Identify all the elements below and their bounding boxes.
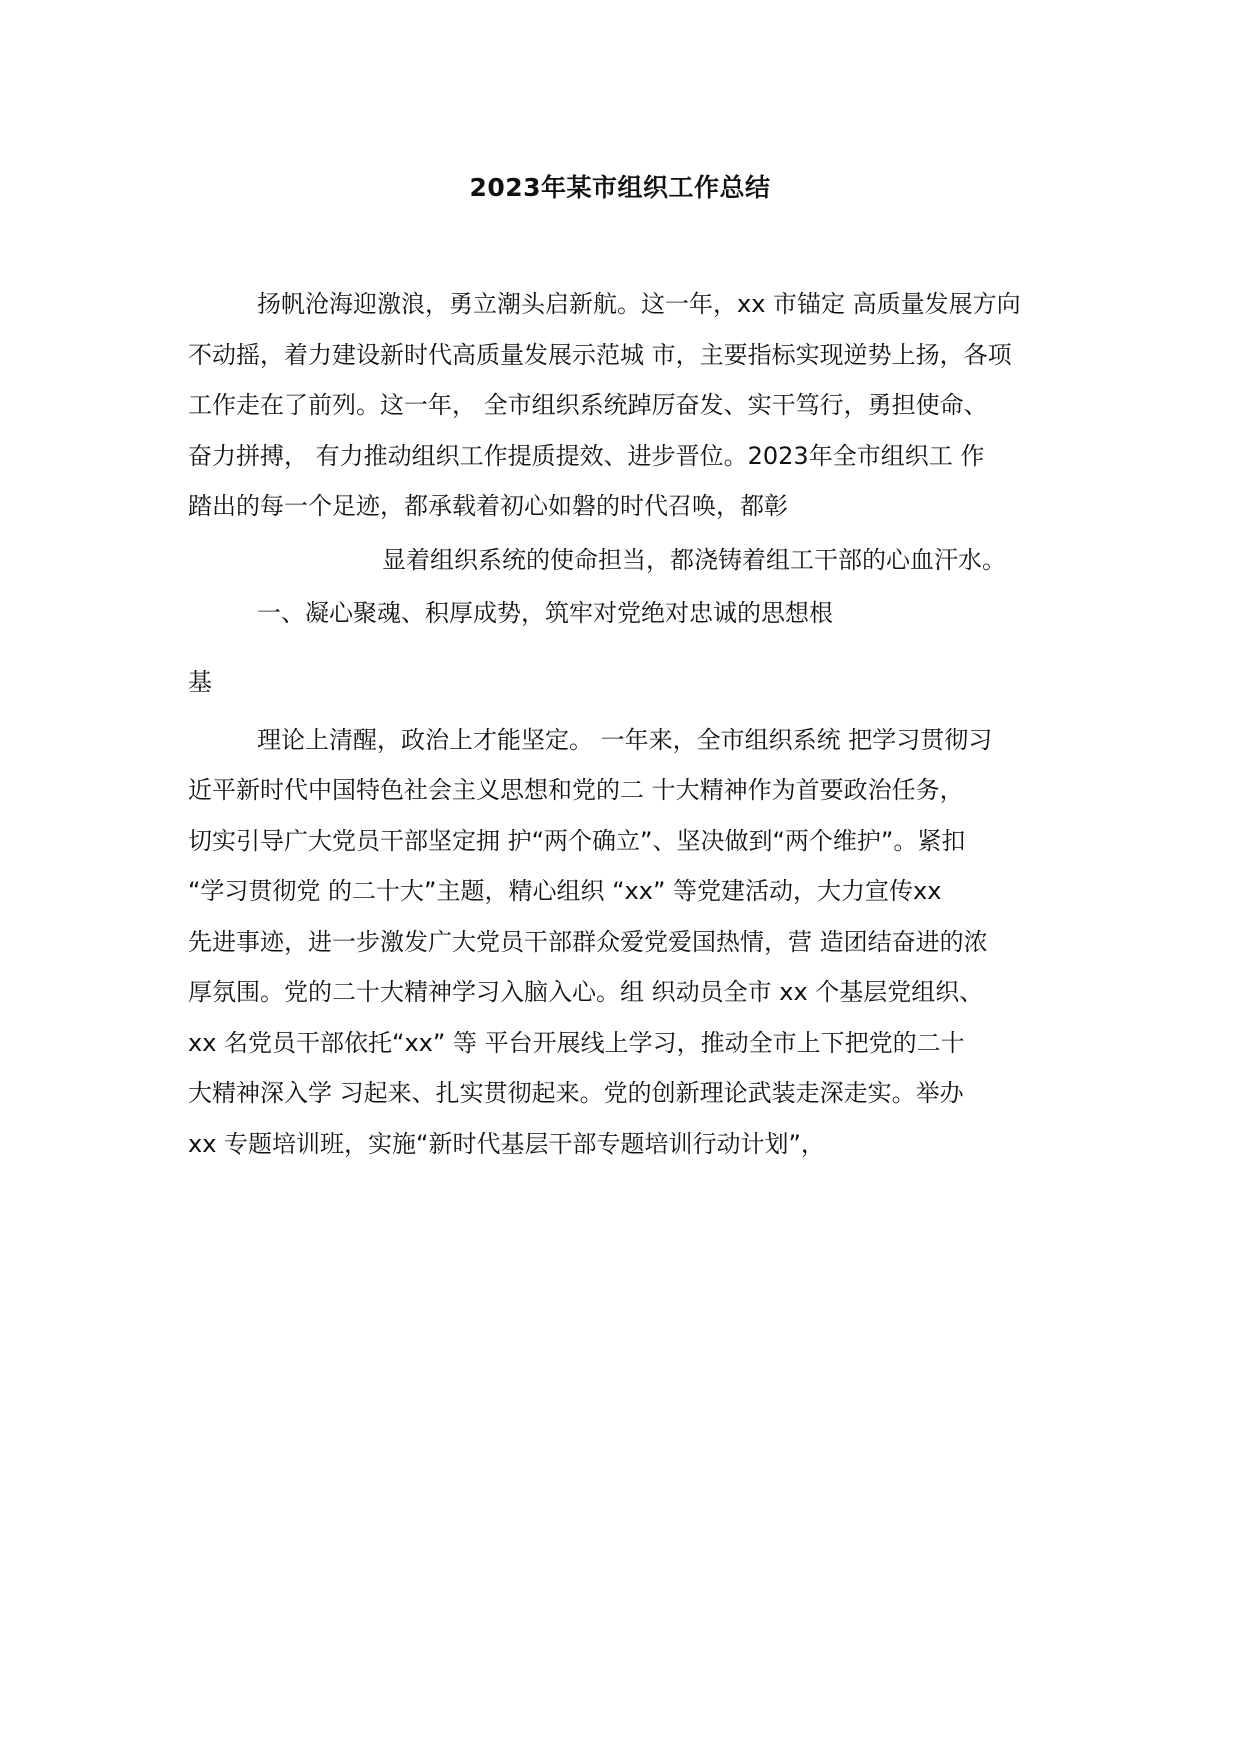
paragraph-2-line-5: 先进事迹，进一步激发广大党员干部群众爱党爱国热情，营 造团结奋进的浓 [188, 928, 988, 956]
paragraph-2-line-4: “学习贯彻党 的二十大”主题，精心组织 “xx” 等党建活动，大力宣传xx [188, 877, 942, 905]
paragraph-1-line-4: 奋力拼搏， 有力推动组织工作提质提效、进步晋位。2023年全市组织工 作 [188, 442, 985, 470]
section-heading-1-continued: 基 [188, 668, 212, 696]
paragraph-1-line-2: 不动摇，着力建设新时代高质量发展示范城 市，主要指标实现逆势上扬，各项 [188, 341, 1012, 369]
paragraph-2-line-6: 厚氛围。党的二十大精神学习入脑入心。组 织动员全市 xx 个基层党组织、 [188, 978, 984, 1006]
paragraph-1-line-6: 显着组织系统的使命担当，都浇铸着组工干部的心血汗水。 [382, 546, 1006, 574]
paragraph-1-line-5: 踏出的每一个足迹，都承载着初心如磐的时代召唤，都彰 [188, 492, 788, 520]
paragraph-2-line-1: 理论上清醒，政治上才能坚定。 一年来，全市组织系统 把学习贯彻习 [257, 726, 993, 754]
paragraph-2-line-3: 切实引导广大党员干部坚定拥 护“两个确立”、坚决做到“两个维护”。紧扣 [188, 827, 966, 855]
paragraph-1-line-1: 扬帆沧海迎激浪，勇立潮头启新航。这一年，xx 市锚定 高质量发展方向 [257, 290, 1021, 318]
section-heading-1: 一、凝心聚魂、积厚成势，筑牢对党绝对忠诚的思想根 [257, 599, 833, 627]
paragraph-1-line-3: 工作走在了前列。这一年， 全市组织系统踔厉奋发、实干笃行，勇担使命、 [188, 391, 988, 419]
paragraph-2-line-7: xx 名党员干部依托“xx” 等 平台开展线上学习，推动全市上下把党的二十 [188, 1029, 965, 1057]
paragraph-2-line-9: xx 专题培训班，实施“新时代基层干部专题培训行动计划”， [188, 1130, 825, 1158]
paragraph-2-line-8: 大精神深入学 习起来、扎实贯彻起来。党的创新理论武装走深走实。举办 [188, 1079, 964, 1107]
document-title: 2023年某市组织工作总结 [469, 173, 771, 202]
paragraph-2-line-2: 近平新时代中国特色社会主义思想和党的二 十大精神作为首要政治任务， [188, 776, 964, 804]
